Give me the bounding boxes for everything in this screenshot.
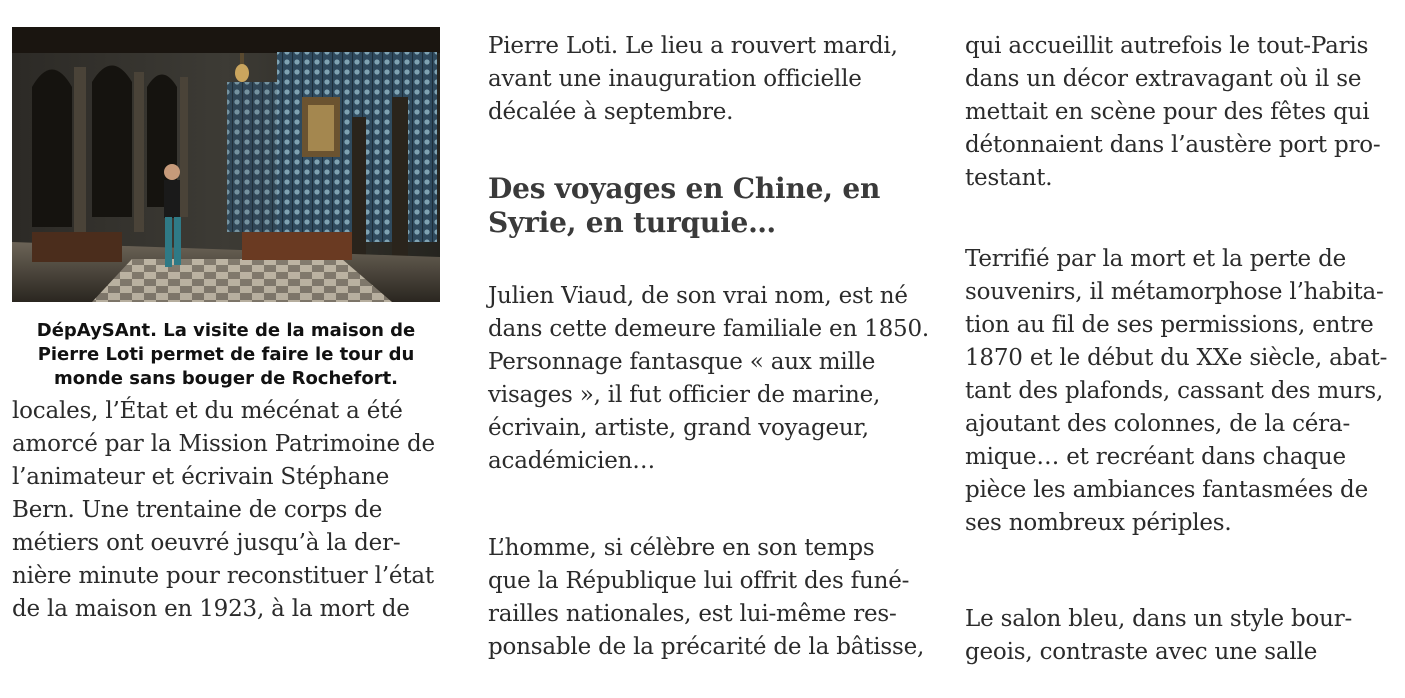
text-line: 1870 et le début du XXe siècle, abat- <box>965 345 1388 371</box>
text-line: de la maison en 1923, à la mort de <box>12 596 410 622</box>
text-line: nière minute pour reconstituer l’état <box>12 563 434 589</box>
interior-photo-illustration <box>12 27 440 302</box>
text-line: visages », il fut officier de marine, <box>488 382 881 408</box>
text-line: avant une inauguration officielle <box>488 66 862 92</box>
text-line: amorcé par la Mission Patrimoine de <box>12 431 435 457</box>
text-line: détonnaient dans l’austère port pro- <box>965 132 1381 158</box>
text-line: Pierre Loti. Le lieu a rouvert mardi, <box>488 33 898 59</box>
text-line: Personnage fantasque « aux mille <box>488 349 876 375</box>
text-line: railles nationales, est lui-même res- <box>488 601 897 627</box>
text-line: dans cette demeure familiale en 1850. <box>488 316 930 342</box>
text-line: ses nombreux périples. <box>965 510 1232 536</box>
paragraph <box>965 243 1387 540</box>
text-line: Le salon bleu, dans un style bour- <box>965 606 1353 632</box>
text-line: pièce les ambiances fantasmées de <box>965 477 1368 503</box>
heading-line: Des voyages en Chine, en <box>488 172 881 205</box>
text-line: Terrifié par la mort et la perte de <box>965 246 1347 272</box>
text-line: dans un décor extravagant où il se <box>965 66 1362 92</box>
paragraph <box>965 603 1352 669</box>
caption-line: monde sans bouger de Rochefort. <box>53 368 399 389</box>
text-line: que la République lui offrit des funé- <box>488 568 910 594</box>
text-line: tant des plafonds, cassant des murs, <box>965 378 1384 404</box>
text-line: mettait en scène pour des fêtes qui <box>965 99 1370 125</box>
text-line: Julien Viaud, de son vrai nom, est né <box>488 283 908 309</box>
paragraph <box>488 30 898 129</box>
section-heading <box>488 172 880 240</box>
paragraph <box>488 532 924 664</box>
caption-line: DépAySAnt. La visite de la maison de <box>36 320 416 341</box>
text-line: qui accueillit autrefois le tout-Paris <box>965 33 1369 59</box>
text-line: ponsable de la précarité de la bâtisse, <box>488 634 925 660</box>
text-line: décalée à septembre. <box>488 99 734 125</box>
caption-line: Pierre Loti permet de faire le tour du <box>37 344 415 365</box>
text-line: tion au fil de ses permissions, entre <box>965 312 1374 338</box>
paragraph <box>488 280 929 478</box>
text-line: académicien… <box>488 448 656 474</box>
text-line: l’animateur et écrivain Stéphane <box>12 464 390 490</box>
text-line: Bern. Une trentaine de corps de <box>12 497 383 523</box>
paragraph <box>965 30 1380 195</box>
paragraph <box>12 395 435 626</box>
photo-caption <box>12 319 440 391</box>
text-line: mique… et recréant dans chaque <box>965 444 1346 470</box>
heading-line: Syrie, en turquie… <box>488 206 776 239</box>
text-line: métiers ont oeuvré jusqu’à la der- <box>12 530 401 556</box>
article-photo <box>12 27 440 302</box>
text-line: souvenirs, il métamorphose l’habita- <box>965 279 1384 305</box>
text-line: geois, contraste avec une salle <box>965 639 1318 665</box>
text-line: écrivain, artiste, grand voyageur, <box>488 415 869 441</box>
text-line: L’homme, si célèbre en son temps <box>488 535 875 561</box>
text-line: ajoutant des colonnes, de la céra- <box>965 411 1351 437</box>
text-line: testant. <box>965 165 1053 191</box>
text-line: locales, l’État et du mécénat a été <box>12 398 403 424</box>
